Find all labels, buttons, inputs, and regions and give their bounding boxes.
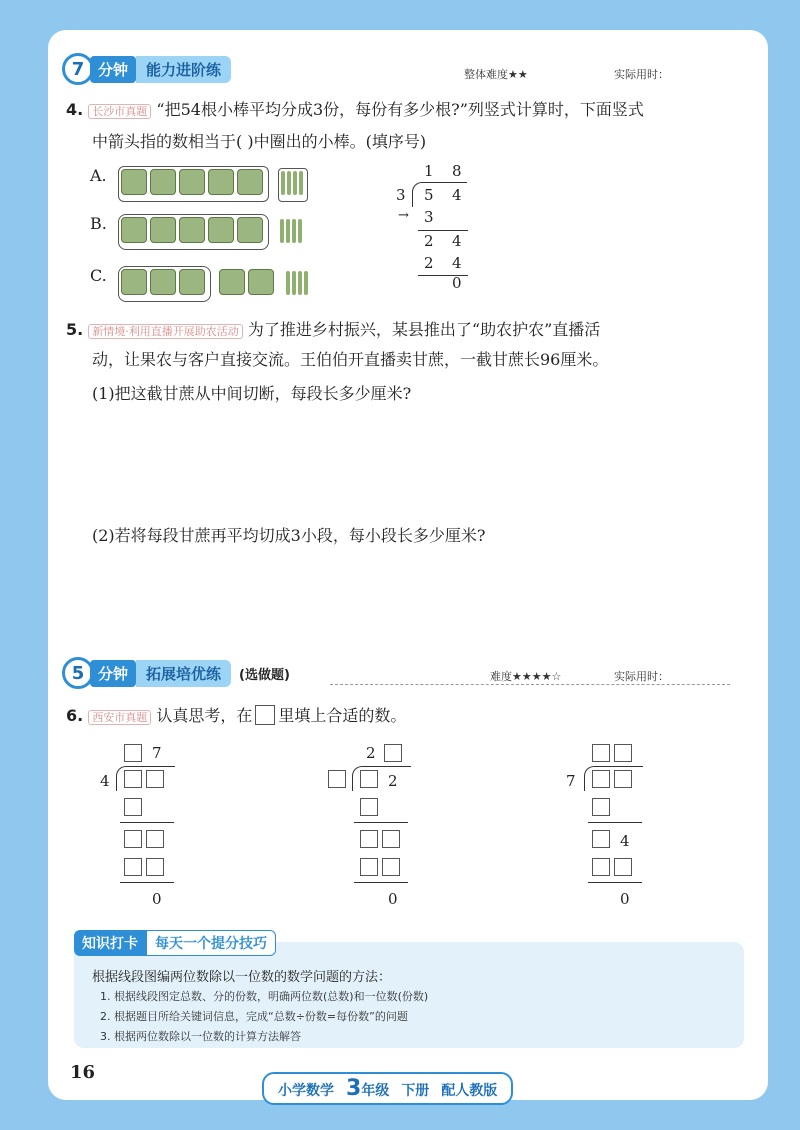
time-unit: 分钟 — [90, 56, 136, 83]
stick-bundle — [208, 169, 234, 195]
division-line — [120, 882, 174, 883]
question-text: “把54根小棒平均分成3份，每份有多少根?”列竖式计算时，下面竖式 — [156, 100, 644, 119]
tip-item: 1. 根据线段图定总数、分的份数，明确两位数(总数)和一位数(份数) — [100, 990, 429, 1003]
tip-title — [74, 930, 276, 956]
division-puzzle-2 — [326, 740, 416, 910]
option-b-label: B. — [90, 214, 107, 233]
known-digit: 2 — [366, 744, 376, 762]
blank-box[interactable] — [614, 858, 632, 876]
step-digit: 2 — [424, 232, 434, 250]
stick-bundle — [237, 217, 263, 243]
blank-box[interactable] — [592, 830, 610, 848]
page-number: 16 — [70, 1062, 96, 1083]
blank-box[interactable] — [592, 770, 610, 788]
stick-bundle — [179, 269, 205, 295]
difficulty-label: 难度★★★★☆ — [490, 670, 562, 683]
single-stick — [286, 219, 290, 243]
blank-box[interactable] — [360, 770, 378, 788]
known-digit: 2 — [388, 772, 398, 790]
divisor: 4 — [100, 772, 110, 790]
division-line — [588, 822, 642, 823]
blank-box[interactable] — [614, 770, 632, 788]
blank-box[interactable] — [124, 744, 142, 762]
blank-box[interactable] — [382, 830, 400, 848]
step-digit: 3 — [424, 208, 434, 226]
blank-box[interactable] — [124, 858, 142, 876]
question-number: 5. — [66, 320, 84, 339]
difficulty-label: 整体难度★★ — [464, 68, 528, 81]
division-line — [354, 882, 408, 883]
step-digit: 4 — [452, 254, 462, 272]
question-text: 认真思考，在 — [156, 706, 253, 725]
remainder: 0 — [152, 890, 162, 908]
division-puzzle-3 — [562, 740, 652, 910]
blank-box[interactable] — [360, 798, 378, 816]
stick-bundle — [121, 217, 147, 243]
stick-bundle — [150, 269, 176, 295]
arrow-icon: → — [398, 208, 409, 223]
stick-bundle — [121, 269, 147, 295]
blank-box[interactable] — [124, 770, 142, 788]
division-line — [418, 230, 468, 231]
optional-label: (选做题) — [239, 667, 290, 683]
circled-group — [118, 214, 269, 250]
blank-box[interactable] — [360, 830, 378, 848]
option-a-sticks — [118, 166, 308, 202]
single-stick — [287, 171, 291, 195]
question-4-line2: 中箭头指的数相当于( )中圈出的小棒。(填序号) — [92, 132, 427, 151]
question-5-line2: 动，让果农与客户直接交流。王伯伯开直播卖甘蔗，一截甘蔗长96厘米。 — [92, 350, 609, 369]
division-line — [120, 822, 174, 823]
circled-group — [118, 166, 269, 202]
single-stick — [293, 171, 297, 195]
edition: 配人教版 — [441, 1083, 498, 1099]
stick-bundle — [179, 217, 205, 243]
question-5-sub1: (1)把这截甘蔗从中间切断，每段长多少厘米? — [92, 384, 412, 403]
source-tag: 新情境·利用直播开展助农活动 — [88, 324, 243, 339]
single-stick — [286, 271, 290, 295]
remainder: 0 — [620, 890, 630, 908]
tip-item: 3. 根据两位数除以一位数的计算方法解答 — [100, 1030, 301, 1043]
divisor: 3 — [396, 186, 406, 204]
term: 下册 — [401, 1083, 430, 1099]
single-stick — [298, 219, 302, 243]
blank-box[interactable] — [592, 858, 610, 876]
known-digit: 7 — [152, 744, 162, 762]
time-unit: 分钟 — [90, 660, 136, 687]
stick-bundle — [150, 169, 176, 195]
grade — [346, 1076, 389, 1101]
circled-singles — [278, 168, 308, 202]
source-tag: 长沙市真题 — [88, 104, 151, 119]
blank-box-divisor[interactable] — [328, 770, 346, 788]
step-digit: 2 — [424, 254, 434, 272]
stick-bundle — [121, 169, 147, 195]
stick-bundle — [179, 169, 205, 195]
blank-box[interactable] — [146, 770, 164, 788]
question-4 — [66, 98, 756, 124]
blank-box[interactable] — [592, 798, 610, 816]
quotient-digit: 1 — [424, 162, 434, 180]
blank-box[interactable] — [614, 744, 632, 762]
section-title: 能力进阶练 — [136, 56, 231, 83]
blank-box[interactable] — [384, 744, 402, 762]
question-5-sub2: (2)若将每段甘蔗再平均切成3小段，每小段长多少厘米? — [92, 526, 486, 545]
time-used-label: 实际用时： — [614, 670, 669, 683]
option-c-label: C. — [90, 266, 107, 285]
stick-bundle — [219, 269, 245, 295]
blank-box[interactable] — [360, 858, 378, 876]
option-a-label: A. — [90, 166, 107, 185]
section-title: 拓展培优练 — [136, 660, 231, 687]
single-stick — [292, 219, 296, 243]
source-tag: 西安市真题 — [88, 710, 151, 725]
dividend-digit: 4 — [452, 186, 462, 204]
stick-bundle — [208, 217, 234, 243]
tip-tag: 知识打卡 — [74, 930, 146, 956]
blank-box-sample — [255, 705, 275, 725]
remainder: 0 — [388, 890, 398, 908]
known-digit: 4 — [620, 832, 630, 850]
single-stick — [298, 271, 302, 295]
single-stick — [280, 219, 284, 243]
remainder: 0 — [452, 274, 462, 292]
single-stick — [292, 271, 296, 295]
blank-box[interactable] — [146, 830, 164, 848]
stick-bundle — [237, 169, 263, 195]
time-number: 5 — [62, 657, 94, 689]
time-used-label: 实际用时： — [614, 68, 669, 81]
time-number: 7 — [62, 53, 94, 85]
subject: 小学数学 — [278, 1083, 334, 1099]
single-stick — [304, 271, 308, 295]
blank-box[interactable] — [124, 798, 142, 816]
footer-banner — [262, 1072, 513, 1105]
grade-number: 3 — [346, 1076, 362, 1101]
blank-box[interactable] — [146, 858, 164, 876]
blank-box[interactable] — [592, 744, 610, 762]
question-5 — [66, 318, 756, 344]
division-puzzle-1 — [96, 740, 186, 910]
circled-group — [118, 266, 211, 302]
tip-subtitle: 每天一个提分技巧 — [146, 930, 276, 956]
question-number: 4. — [66, 100, 84, 119]
question-text: 为了推进乡村振兴，某县推出了“助农护农”直播活 — [247, 320, 601, 339]
grade-unit: 年级 — [361, 1083, 390, 1099]
blank-box[interactable] — [382, 858, 400, 876]
option-b-sticks — [118, 214, 304, 250]
single-stick — [281, 171, 285, 195]
dividend-digit: 5 — [424, 186, 434, 204]
division-line — [588, 882, 642, 883]
question-6 — [66, 704, 756, 730]
tip-item: 2. 根据题目所给关键词信息，完成“总数÷份数=每份数”的问题 — [100, 1010, 408, 1023]
section-header-extension — [62, 658, 290, 688]
quotient-digit: 8 — [452, 162, 462, 180]
stick-bundle — [248, 269, 274, 295]
question-text: 里填上合适的数。 — [278, 706, 407, 725]
header-divider — [330, 684, 730, 685]
question-number: 6. — [66, 706, 84, 725]
tip-heading: 根据线段图编两位数除以一位数的数学问题的方法： — [92, 970, 392, 985]
long-division-q4 — [396, 162, 476, 292]
division-line — [354, 822, 408, 823]
blank-box[interactable] — [124, 830, 142, 848]
stick-bundle — [150, 217, 176, 243]
step-digit: 4 — [452, 232, 462, 250]
single-stick — [299, 171, 303, 195]
option-c-sticks — [118, 266, 310, 302]
divisor: 7 — [566, 772, 576, 790]
section-header-advanced — [62, 54, 231, 84]
